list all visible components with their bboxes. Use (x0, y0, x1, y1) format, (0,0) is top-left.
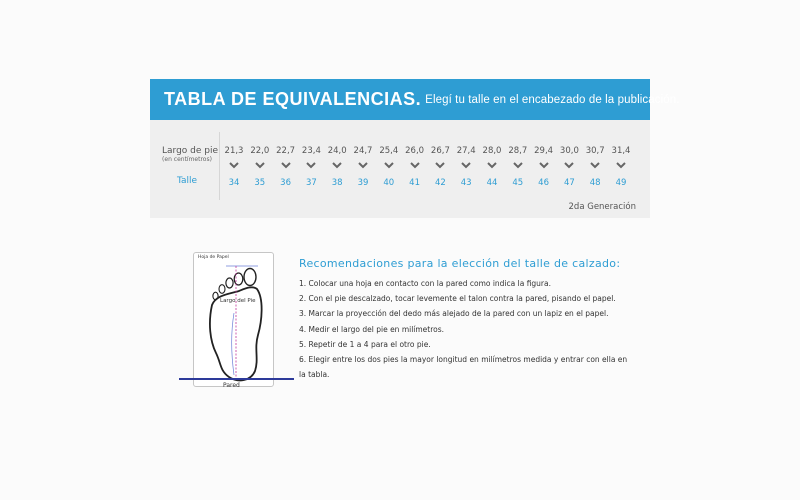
recommendation-step: 5. Repetir de 1 a 4 para el otro pie. (299, 339, 431, 349)
foot-length-value: 26,7 (430, 146, 450, 156)
chevron-down-icon (403, 162, 427, 170)
size-value: 47 (563, 178, 575, 188)
foot-length-value: 27,4 (456, 146, 476, 156)
foot-length-value: 23,4 (301, 146, 321, 156)
chevron-down-icon (299, 162, 323, 170)
foot-length-value: 22,7 (276, 146, 296, 156)
foot-length-value: 31,4 (611, 146, 631, 156)
recommendation-step: 1. Colocar una hoja en contacto con la pared como indica la figura. (299, 279, 551, 288)
recommendation-step: 3. Marcar la proyección del dedo más alejado de la pared con un lapiz en el papel. (299, 309, 609, 319)
size-value: 44 (486, 178, 498, 188)
size-equivalence-table (150, 120, 650, 218)
chevron-down-icon (274, 162, 298, 170)
chevron-down-icon (351, 162, 375, 170)
chevron-down-icon (325, 162, 349, 170)
chevron-down-icon (248, 162, 272, 170)
size-value: 35 (254, 178, 266, 188)
size-value: 46 (538, 178, 549, 188)
size-value: 40 (383, 178, 395, 188)
foot-length-unit: (en centímetros) (162, 156, 212, 163)
chevron-down-icon (532, 162, 556, 170)
recommendation-step: 6. Elegir entre los dos pies la mayor longitud en milímetros medida y entrar con ella en (299, 355, 628, 365)
table-title: TABLA DE EQUIVALENCIAS. (164, 89, 422, 109)
foot-length-value: 25,4 (379, 146, 399, 156)
size-value: 41 (409, 178, 420, 188)
size-value: 37 (305, 178, 317, 188)
size-label: Talle (176, 176, 198, 186)
foot-outline-icon (194, 253, 275, 388)
size-value: 36 (280, 178, 291, 188)
chevron-down-icon (583, 162, 607, 170)
foot-length-value: 24,7 (353, 146, 373, 156)
table-divider (219, 132, 220, 200)
chevron-down-icon (609, 162, 633, 170)
generation-label: 2da Generación (568, 202, 636, 212)
size-value: 42 (434, 178, 446, 188)
foot-length-value: 22,0 (250, 146, 270, 156)
foot-length-value: 21,3 (224, 146, 244, 156)
chevron-down-icon (506, 162, 530, 170)
chevron-down-icon (454, 162, 478, 170)
foot-length-diagram-label: Largo del Pie (220, 298, 256, 304)
wall-line (179, 378, 294, 380)
recommendations-title: Recomendaciones para la elección del talle de calzado: (299, 257, 621, 270)
size-value: 45 (512, 178, 524, 188)
chevron-down-icon (222, 162, 246, 170)
foot-length-label (162, 146, 219, 163)
size-value: 34 (228, 178, 240, 188)
recommendation-step: la tabla. (299, 370, 330, 380)
foot-length-value: 29,4 (534, 146, 554, 156)
foot-length-value: 24,0 (327, 146, 347, 156)
foot-length-value: 30,0 (559, 146, 579, 156)
chevron-down-icon (377, 162, 401, 170)
wall-label: Pared (223, 382, 240, 389)
chevron-down-icon (557, 162, 581, 170)
chevron-down-icon (428, 162, 452, 170)
recommendations-list (299, 276, 639, 382)
recommendation-step: 4. Medir el largo del pie en milímetros. (299, 324, 445, 334)
size-value: 43 (460, 178, 472, 188)
table-header-banner (150, 79, 680, 120)
recommendation-step: 2. Con el pie descalzado, tocar levemente el talon contra la pared, pisando el papel. (299, 294, 616, 304)
paper-sheet-diagram (193, 252, 274, 387)
size-value: 48 (589, 178, 601, 188)
foot-length-value: 26,0 (405, 146, 425, 156)
size-value: 38 (331, 178, 343, 188)
foot-length-value: 28,7 (508, 146, 528, 156)
size-value: 49 (615, 178, 627, 188)
foot-length-value: 28,0 (482, 146, 502, 156)
foot-length-label-text: Largo de pie (162, 146, 219, 156)
table-subtitle: Elegí tu talle en el encabezado de la publicación. (425, 93, 680, 106)
size-value: 39 (357, 178, 369, 188)
chevron-down-icon (480, 162, 504, 170)
foot-length-value: 30,7 (585, 146, 605, 156)
paper-label: Hoja de Papel (198, 255, 229, 260)
